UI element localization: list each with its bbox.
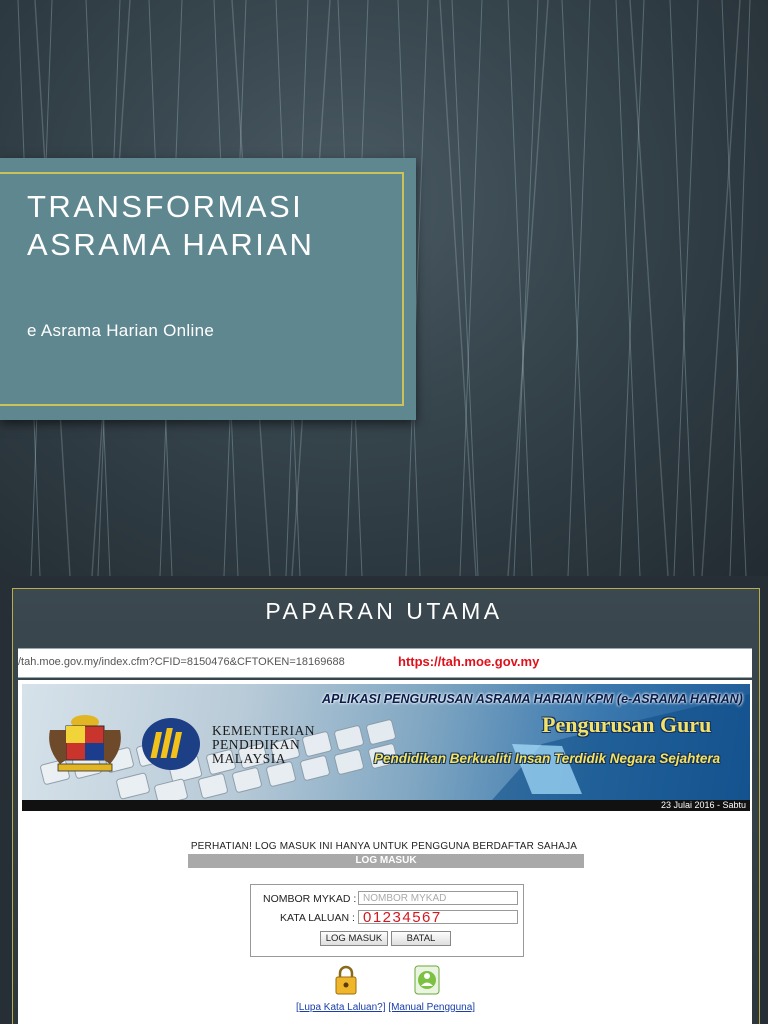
login-notice: PERHATIAN! LOG MASUK INI HANYA UNTUK PENGGUNA BERDAFTAR SAHAJA xyxy=(190,841,578,852)
ministry-name xyxy=(212,724,315,766)
ministry-motto: Pendidikan Berkualiti Insan Terdidik Negara Sejahtera xyxy=(374,751,721,766)
title-line-1: TRANSFORMASI xyxy=(27,189,304,224)
date-bar xyxy=(22,800,750,811)
login-form xyxy=(250,884,524,957)
slide-subtitle: e Asrama Harian Online xyxy=(27,321,215,340)
login-button[interactable]: LOG MASUK xyxy=(320,931,388,946)
mykad-placeholder: NOMBOR MYKAD xyxy=(363,893,447,904)
web-page xyxy=(18,680,752,1024)
title-line-2: ASRAMA HARIAN xyxy=(27,227,315,262)
mykad-label: NOMBOR MYKAD : xyxy=(263,893,357,905)
browser-address-bar[interactable] xyxy=(18,648,752,678)
module-title: Pengurusan Guru xyxy=(542,712,712,737)
login-header: LOG MASUK xyxy=(188,854,584,868)
current-date: 23 Julai 2016 - Sabtu xyxy=(660,800,746,810)
url-callout: https://tah.moe.gov.my xyxy=(398,654,540,669)
kpm-logo-icon xyxy=(142,718,200,770)
lock-icon[interactable] xyxy=(334,964,358,996)
ministry-line-3: MALAYSIA xyxy=(212,751,287,766)
user-manual-icon[interactable] xyxy=(413,964,441,996)
ministry-line-1: KEMENTERIAN xyxy=(212,723,315,738)
ministry-line-2: PENDIDIKAN xyxy=(212,737,301,752)
user-manual-link[interactable]: [Manual Pengguna] xyxy=(388,1002,476,1013)
slide-title xyxy=(27,188,314,264)
coat-of-arms-icon xyxy=(44,712,126,776)
password-value: 01234567 xyxy=(363,909,442,926)
mykad-input[interactable] xyxy=(358,891,518,905)
forgot-password-link[interactable]: [Lupa Kata Laluan?] xyxy=(296,1002,386,1013)
url-text[interactable]: /tah.moe.gov.my/index.cfm?CFID=8150476&CFTOKEN=18169688 xyxy=(18,656,345,668)
help-links xyxy=(296,1002,475,1013)
password-label: KATA LALUAN : xyxy=(280,912,355,924)
password-input[interactable] xyxy=(358,910,518,924)
site-banner xyxy=(22,684,750,800)
application-title: APLIKASI PENGURUSAN ASRAMA HARIAN KPM (e-ASRAMA HARIAN) xyxy=(322,692,743,706)
slide2-title: PAPARAN UTAMA xyxy=(265,598,503,624)
cancel-button[interactable]: BATAL xyxy=(391,931,451,946)
